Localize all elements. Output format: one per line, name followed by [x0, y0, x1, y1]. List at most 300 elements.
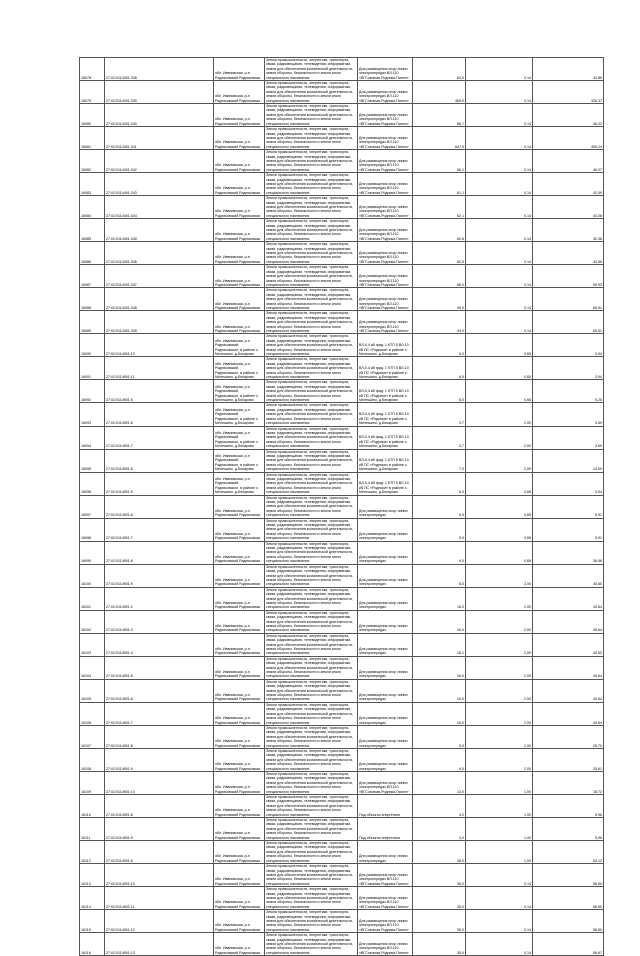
address-cell: обл. Ивановская, р-н Родниковский Родниковски [214, 587, 265, 610]
rate-cell: 2,00 [466, 564, 533, 587]
table-row [80, 288, 604, 311]
permitted-use-cell: Для размещения опор линии электропередач ВЛ-110 «ВГСоюзная-Родники-Палех» [358, 265, 413, 288]
address-cell: обл. Ивановская, р-н Родниковский Родниковски [214, 818, 265, 841]
amount-cell: 46,42 [533, 104, 604, 127]
amount-cell: 58,60 [533, 910, 604, 933]
amount-cell: 43,56 [533, 242, 604, 265]
address-cell: обл. Ивановская, р-н Родниковский, Родниковское, в районе с. Мелешино, д.Бекарово [214, 334, 265, 357]
land-category-cell: Земли промышленности, энергетики, транспорта, связи, радиовещания, телевидения, информатики, земли для обеспечения космической деятельности, земли обороны, безопасности и земли иного специального назначения [265, 564, 358, 587]
table-row [80, 426, 604, 449]
table-row [80, 887, 604, 910]
rate-cell: 1,00 [466, 818, 533, 841]
row-id-cell: 16115 [80, 910, 105, 933]
permitted-use-cell: Для размещения опор линии электропередач ВЛ-110 «ВГСоюзная-Родники-Палех» [358, 933, 413, 956]
amount-cell: 36,56 [533, 541, 604, 564]
address-cell: обл. Ивановская, р-н Родниковский Родниковски [214, 127, 265, 150]
amount-cell: 14,00 [533, 449, 604, 472]
table-row [80, 771, 604, 794]
area-cell: 3,7 [413, 403, 466, 426]
land-category-cell: Земли промышленности, энергетики, транспорта, связи, радиовещания, телевидения, информатики, земли для обеспечения космической деятельности, земли обороны, безопасности и земли иного специального назначения [265, 357, 358, 380]
amount-cell: 58,67 [533, 933, 604, 956]
table-row [80, 818, 604, 841]
row-id-cell: 16113 [80, 864, 105, 887]
amount-cell: 58,60 [533, 864, 604, 887]
area-cell: 16,0 [413, 587, 466, 610]
amount-cell: 25,61 [533, 748, 604, 771]
address-cell: обл. Ивановская, р-н Родниковский Родниковски [214, 518, 265, 541]
rate-cell: 0,65 [466, 495, 533, 518]
amount-cell: 18,72 [533, 771, 604, 794]
area-cell: 94,0 [413, 311, 466, 334]
land-category-cell: Земли промышленности, энергетики, транспорта, связи, радиовещания, телевидения, информатики, земли для обеспечения космической деятельности, земли обороны, безопасности и земли иного специального назначения [265, 472, 358, 495]
address-cell: обл. Ивановская, р-н Родниковский Родниковски [214, 656, 265, 679]
cadastral-number-cell: 27:02:0114901:9 [105, 818, 214, 841]
address-cell: обл. Ивановская, р-н Родниковский Родниковски [214, 771, 265, 794]
table-row [80, 564, 604, 587]
amount-cell: 40,64 [533, 679, 604, 702]
permitted-use-cell: Под объекты энергетики [358, 795, 413, 818]
table-row [80, 219, 604, 242]
amount-cell: 65,51 [533, 288, 604, 311]
land-category-cell: Земли промышленности, энергетики, транспорта, связи, радиовещания, телевидения, информатики, земли для обеспечения космической деятельности, земли обороны, безопасности и земли иного специального назначения [265, 887, 358, 910]
cadastral-number-cell: 27:02:0114901:10 [105, 771, 214, 794]
permitted-use-cell: Для размещения опор линии электропередач [358, 495, 413, 518]
rate-cell: 0,14 [466, 864, 533, 887]
area-cell: 6,0 [413, 334, 466, 357]
row-id-cell: 16110 [80, 795, 105, 818]
row-id-cell: 16104 [80, 656, 105, 679]
address-cell: обл. Ивановская, р-н Родниковский Родниковски [214, 841, 265, 864]
address-cell: обл. Ивановская, р-н Родниковский, Родниковское, в районе с. Мелешино, д.Бекарово [214, 449, 265, 472]
cadastral-number-cell: 27:02:0114901:2 [105, 587, 214, 610]
table-body [80, 58, 604, 956]
cadastral-number-cell: 27:02:0114901:9 [105, 564, 214, 587]
row-id-cell: 16100 [80, 564, 105, 587]
amount-cell: 58,60 [533, 887, 604, 910]
cadastral-number-cell: 27:02:0114901:10 [105, 334, 214, 357]
table-row [80, 910, 604, 933]
row-id-cell: 16107 [80, 725, 105, 748]
row-id-cell: 16111 [80, 818, 105, 841]
address-cell: обл. Ивановская, р-н Родниковский Родниковски [214, 864, 265, 887]
cadastral-number-cell: 27:02:0114401:340 [105, 104, 214, 127]
rate-cell: 0,14 [466, 242, 533, 265]
land-category-cell: Земли промышленности, энергетики, транспорта, связи, радиовещания, телевидения, информатики, земли для обеспечения космической деятельности, земли обороны, безопасности и земли иного специального назначения [265, 587, 358, 610]
rate-cell: 0,14 [466, 81, 533, 104]
row-id-cell: 16088 [80, 288, 105, 311]
table-row [80, 748, 604, 771]
row-id-cell: 16098 [80, 518, 105, 541]
cadastral-number-cell: 27:02:0114901:11 [105, 357, 214, 380]
cadastral-number-cell: 27:02:0114901:7 [105, 702, 214, 725]
table-row [80, 265, 604, 288]
land-category-cell: Земли промышленности, энергетики, транспорта, связи, радиовещания, телевидения, информатики, земли для обеспечения космической деятельности, земли обороны, безопасности и земли иного специального назначения [265, 495, 358, 518]
address-cell: обл. Ивановская, р-н Родниковский Родниковски [214, 610, 265, 633]
rate-cell: 2,00 [466, 633, 533, 656]
address-cell: обл. Ивановская, р-н Родниковский Родниковски [214, 910, 265, 933]
table-row [80, 196, 604, 219]
land-category-cell: Земли промышленности, энергетики, транспорта, связи, радиовещания, телевидения, информатики, земли для обеспечения космической деятельности, земли обороны, безопасности и земли иного специального назначения [265, 725, 358, 748]
row-id-cell: 16081 [80, 127, 105, 150]
area-cell: 35,0 [413, 887, 466, 910]
land-category-cell: Земли промышленности, энергетики, транспорта, связи, радиовещания, телевидения, информатики, земли для обеспечения космической деятельности, земли обороны, безопасности и земли иного специального назначения [265, 656, 358, 679]
row-id-cell: 16094 [80, 426, 105, 449]
row-id-cell: 16085 [80, 219, 105, 242]
cadastral-number-cell: 27:02:0114901:7 [105, 426, 214, 449]
row-id-cell: 16090 [80, 334, 105, 357]
address-cell: обл. Ивановская, р-н Родниковский Родниковски [214, 196, 265, 219]
row-id-cell: 16109 [80, 771, 105, 794]
address-cell: обл. Ивановская, р-н Родниковский Родниковски [214, 679, 265, 702]
row-id-cell: 16089 [80, 311, 105, 334]
cadastral-number-cell: 27:02:0114401:347 [105, 265, 214, 288]
cadastral-number-cell: 27:02:0114901:8 [105, 795, 214, 818]
permitted-use-cell: Для размещения опор линии электропередач ВЛ-110 «ВГСоюзная-Родники-Палех» [358, 150, 413, 173]
area-cell: 16,0 [413, 656, 466, 679]
permitted-use-cell: ВЛ-0,4 кВ фид. 1 КТП 5 ВЛ-10 кВ ПС «Родники» в районе с. Мелешино, д.Бекарово [358, 472, 413, 495]
address-cell: обл. Ивановская, р-н Родниковский Родниковски [214, 748, 265, 771]
table-row [80, 633, 604, 656]
cadastral-number-cell: 27:02:0114901:8 [105, 449, 214, 472]
area-cell: 8,0 [413, 380, 466, 403]
row-id-cell: 16091 [80, 357, 105, 380]
table-row [80, 173, 604, 196]
permitted-use-cell: ВЛ-0,4 кВ фид. 1 КТП 5 ВЛ-10 кВ ПС «Родники» в районе с. Мелешино, д.Бекарово [358, 357, 413, 380]
row-id-cell: 16114 [80, 887, 105, 910]
table-row [80, 587, 604, 610]
row-id-cell: 16101 [80, 587, 105, 610]
permitted-use-cell: Для размещения опор линии электропередач ВЛ-110 «ВГСоюзная-Родники-Палех» [358, 887, 413, 910]
area-cell: 16,0 [413, 679, 466, 702]
address-cell: обл. Ивановская, р-н Родниковский Родниковски [214, 564, 265, 587]
permitted-use-cell: ВЛ-0,4 кВ фид. 1 КТП 5 ВЛ-10 кВ ПС «Родники» в районе с. Мелешино, д.Бекарово [358, 426, 413, 449]
table-row [80, 933, 604, 956]
address-cell: обл. Ивановская, р-н Родниковский Родниковски [214, 933, 265, 956]
cadastral-number-cell: 27:02:0114901:7 [105, 518, 214, 541]
cadastral-number-cell: 27:02:0114401:341 [105, 127, 214, 150]
rate-cell: 0,65 [466, 334, 533, 357]
area-cell: 35,0 [413, 933, 466, 956]
cadastral-number-cell: 27:02:0114401:339 [105, 81, 214, 104]
row-id-cell: 16097 [80, 495, 105, 518]
rate-cell: 2,00 [466, 679, 533, 702]
area-cell: 63,0 [413, 58, 466, 81]
land-category-cell: Земли промышленности, энергетики, транспорта, связи, радиовещания, телевидения, информатики, земли для обеспечения космической деятельности, земли обороны, безопасности и земли иного специального назначения [265, 910, 358, 933]
address-cell: обл. Ивановская, р-н Родниковский Родниковски [214, 795, 265, 818]
row-id-cell: 16080 [80, 104, 105, 127]
row-id-cell: 16092 [80, 380, 105, 403]
rate-cell: 0,65 [466, 518, 533, 541]
rate-cell: 2,00 [466, 748, 533, 771]
permitted-use-cell: Для размещения опор линии электропередач ВЛ-110 «ВГСоюзная-Родники-Палех» [358, 864, 413, 887]
area-cell: 13,0 [413, 771, 466, 794]
permitted-use-cell: Для размещения опор линии электропередач ВЛ-110 «ВГСоюзная-Родники-Палех» [358, 771, 413, 794]
amount-cell: 3,69 [533, 426, 604, 449]
row-id-cell: 16082 [80, 150, 105, 173]
land-category-cell: Земли промышленности, энергетики, транспорта, связи, радиовещания, телевидения, информатики, земли для обеспечения космической деятельности, земли обороны, безопасности и земли иного специального назначения [265, 771, 358, 794]
permitted-use-cell: Для размещения опор линии электропередач [358, 725, 413, 748]
address-cell: обл. Ивановская, р-н Родниковский, Родниковское, в районе с. Мелешино, д.Бекарово [214, 426, 265, 449]
land-category-cell: Земли промышленности, энергетики, транспорта, связи, радиовещания, телевидения, информатики, земли для обеспечения космической деятельности, земли обороны, безопасности и земли иного специального назначения [265, 633, 358, 656]
rate-cell: 0,14 [466, 910, 533, 933]
cadastral-number-cell: 27:02:0114901:3 [105, 610, 214, 633]
table-row [80, 702, 604, 725]
row-id-cell: 16093 [80, 403, 105, 426]
amount-cell: 5,96 [533, 795, 604, 818]
land-category-cell: Земли промышленности, энергетики, транспорта, связи, радиовещания, телевидения, информатики, земли для обеспечения космической деятельности, земли обороны, безопасности и земли иного специального назначения [265, 679, 358, 702]
amount-cell: 46,07 [533, 150, 604, 173]
land-category-cell: Земли промышленности, энергетики, транспорта, связи, радиовещания, телевидения, информатики, земли для обеспечения космической деятельности, земли обороны, безопасности и земли иного специального назначения [265, 196, 358, 219]
rate-cell: 0,14 [466, 58, 533, 81]
land-category-cell: Земли промышленности, энергетики, транспорта, связи, радиовещания, телевидения, информатики, земли для обеспечения космической деятельности, земли обороны, безопасности и земли иного специального назначения [265, 104, 358, 127]
table-row [80, 150, 604, 173]
rate-cell: 0,14 [466, 173, 533, 196]
rate-cell: 0,14 [466, 288, 533, 311]
table-row [80, 449, 604, 472]
amount-cell: 35,60 [533, 564, 604, 587]
land-category-cell: Земли промышленности, энергетики, транспорта, связи, радиовещания, телевидения, информатики, земли для обеспечения космической деятельности, земли обороны, безопасности и земли иного специального назначения [265, 841, 358, 864]
address-cell: обл. Ивановская, р-н Родниковский Родниковски [214, 242, 265, 265]
rate-cell: 0,14 [466, 150, 533, 173]
amount-cell: 5,91 [533, 495, 604, 518]
permitted-use-cell: Для размещения опор линии электропередач ВЛ-110 «ВГСоюзная-Родники-Палех» [358, 81, 413, 104]
amount-cell: 5,25 [533, 380, 604, 403]
rate-cell: 0,14 [466, 104, 533, 127]
amount-cell: 5,91 [533, 518, 604, 541]
permitted-use-cell: Для размещения опор линии электропередач ВЛ-110 «ВГСоюзная-Родники-Палех» [358, 242, 413, 265]
rate-cell: 2,00 [466, 587, 533, 610]
rate-cell: 2,00 [466, 610, 533, 633]
land-category-cell: Земли промышленности, энергетики, транспорта, связи, радиовещания, телевидения, информатики, земли для обеспечения космической деятельности, земли обороны, безопасности и земли иного специального назначения [265, 219, 358, 242]
area-cell: 16,1 [413, 633, 466, 656]
rate-cell: 0,14 [466, 265, 533, 288]
cadastral-number-cell: 27:02:0114401:343 [105, 173, 214, 196]
rate-cell: 2,00 [466, 449, 533, 472]
document-sheet [79, 57, 602, 956]
area-cell: 6,0 [413, 472, 466, 495]
rate-cell: 0,65 [466, 472, 533, 495]
address-cell: обл. Ивановская, р-н Родниковский Родниковски [214, 265, 265, 288]
table-row [80, 864, 604, 887]
area-cell: 35,0 [413, 910, 466, 933]
area-cell: 86,0 [413, 265, 466, 288]
amount-cell: 3,69 [533, 403, 604, 426]
permitted-use-cell: Для размещения опор линии электропередач ВЛ-110 «ВГСоюзная-Родники-Палех» [358, 311, 413, 334]
land-category-cell: Земли промышленности, энергетики, транспорта, связи, радиовещания, телевидения, информатики, земли для обеспечения космической деятельности, земли обороны, безопасности и земли иного специального назначения [265, 610, 358, 633]
permitted-use-cell: Для размещения опор линии электропередач [358, 518, 413, 541]
cadastral-number-cell: 27:02:0114901:6 [105, 679, 214, 702]
table-row [80, 81, 604, 104]
rate-cell: 0,14 [466, 219, 533, 242]
land-category-cell: Земли промышленности, энергетики, транспорта, связи, радиовещания, телевидения, информатики, земли для обеспечения космической деятельности, земли обороны, безопасности и земли иного специального назначения [265, 702, 358, 725]
rate-cell: 2,00 [466, 403, 533, 426]
permitted-use-cell: Для размещения опор линии электропередач ВЛ-110 «ВГСоюзная-Родники-Палех» [358, 288, 413, 311]
table-row [80, 357, 604, 380]
permitted-use-cell: Для размещения опор линии электропередач ВЛ-110 «ВГСоюзная-Родники-Палех» [358, 910, 413, 933]
amount-cell: 43,28 [533, 196, 604, 219]
permitted-use-cell: ВЛ-0,4 кВ фид. 1 КТП 5 ВЛ-10 кВ ПС «Родники» в районе с. Мелешино, д.Бекарово [358, 403, 413, 426]
permitted-use-cell: Для размещения опор линии электропередач [358, 564, 413, 587]
amount-cell: 326,37 [533, 81, 604, 104]
land-category-cell: Земли промышленности, энергетики, транспорта, связи, радиовещания, телевидения, информатики, земли для обеспечения космической деятельности, земли обороны, безопасности и земли иного специального назначения [265, 58, 358, 81]
address-cell: обл. Ивановская, р-н Родниковский Родниковски [214, 633, 265, 656]
row-id-cell: 16087 [80, 265, 105, 288]
area-cell: 16,0 [413, 702, 466, 725]
address-cell: обл. Ивановская, р-н Родниковский Родниковски [214, 219, 265, 242]
cadastral-number-cell: 27:02:0114401:338 [105, 58, 214, 81]
land-plots-table [79, 57, 604, 956]
cadastral-number-cell: 27:02:0114401:349 [105, 311, 214, 334]
amount-cell: 45,64 [533, 610, 604, 633]
permitted-use-cell: Для размещения опор линии электропередач [358, 702, 413, 725]
permitted-use-cell: ВЛ-0,4 кВ фид. 1 КТП 5 ВЛ-10 кВ ПС «Родники» в районе с. Мелешино, д.Бекарово [358, 449, 413, 472]
amount-cell: 40,63 [533, 633, 604, 656]
area-cell: 94,0 [413, 288, 466, 311]
address-cell: обл. Ивановская, р-н Родниковский Родниковски [214, 173, 265, 196]
area-cell: 16,0 [413, 610, 466, 633]
address-cell: обл. Ивановская, р-н Родниковский Родниковски [214, 58, 265, 81]
land-category-cell: Земли промышленности, энергетики, транспорта, связи, радиовещания, телевидения, информатики, земли для обеспечения космической деятельности, земли обороны, безопасности и земли иного специального назначения [265, 242, 358, 265]
cadastral-number-cell: 27:02:0114901:6 [105, 495, 214, 518]
area-cell: 9,0 [413, 541, 466, 564]
area-cell: 4,0 [413, 818, 466, 841]
amount-cell: 65,51 [533, 311, 604, 334]
area-cell: 8,0 [413, 564, 466, 587]
amount-cell: 3,94 [533, 357, 604, 380]
land-category-cell: Земли промышленности, энергетики, транспорта, связи, радиовещания, телевидения, информатики, земли для обеспечения космической деятельности, земли обороны, безопасности и земли иного специального назначения [265, 818, 358, 841]
area-cell: 9,0 [413, 495, 466, 518]
address-cell: обл. Ивановская, р-н Родниковский, Родниковское, в районе с. Мелешино, д.Бекарово [214, 357, 265, 380]
table-row [80, 518, 604, 541]
land-category-cell: Земли промышленности, энергетики, транспорта, связи, радиовещания, телевидения, информатики, земли для обеспечения космической деятельности, земли обороны, безопасности и земли иного специального назначения [265, 748, 358, 771]
area-cell: 6,0 [413, 357, 466, 380]
table-row [80, 610, 604, 633]
permitted-use-cell: Для размещения опор линии электропередач [358, 748, 413, 771]
cadastral-number-cell: 27:02:0114901:5 [105, 656, 214, 679]
cadastral-number-cell: 27:02:0114901:8 [105, 541, 214, 564]
row-id-cell: 16112 [80, 841, 105, 864]
land-category-cell: Земли промышленности, энергетики, транспорта, связи, радиовещания, телевидения, информатики, земли для обеспечения космической деятельности, земли обороны, безопасности и земли иного специального назначения [265, 173, 358, 196]
area-cell: 66,1 [413, 150, 466, 173]
table-row [80, 104, 604, 127]
rate-cell: 0,14 [466, 933, 533, 956]
rate-cell: 1,00 [466, 795, 533, 818]
amount-cell: 450,24 [533, 127, 604, 150]
table-row [80, 795, 604, 818]
land-category-cell: Земли промышленности, энергетики, транспорта, связи, радиовещания, телевидения, информатики, земли для обеспечения космической деятельности, земли обороны, безопасности и земли иного специального назначения [265, 265, 358, 288]
land-category-cell: Земли промышленности, энергетики, транспорта, связи, радиовещания, телевидения, информатики, земли для обеспечения космической деятельности, земли обороны, безопасности и земли иного специального назначения [265, 864, 358, 887]
permitted-use-cell: Для размещения опор линии электропередач [358, 656, 413, 679]
table-row [80, 403, 604, 426]
row-id-cell: 16103 [80, 633, 105, 656]
land-category-cell: Земли промышленности, энергетики, транспорта, связи, радиовещания, телевидения, информатики, земли для обеспечения космической деятельности, земли обороны, безопасности и земли иного специального назначения [265, 518, 358, 541]
cadastral-number-cell: 27:02:0114901:12 [105, 910, 214, 933]
cadastral-number-cell: 27:02:0114901:11 [105, 887, 214, 910]
address-cell: обл. Ивановская, р-н Родниковский Родниковски [214, 702, 265, 725]
rate-cell: 2,00 [466, 725, 533, 748]
permitted-use-cell: ВЛ-0,4 кВ фид. 1 КТП 5 ВЛ-10 кВ ПС «Родники» в районе с. Мелешино, д.Бекарово [358, 380, 413, 403]
rate-cell: 0,65 [466, 380, 533, 403]
permitted-use-cell: Для размещения опор линии электропередач [358, 541, 413, 564]
area-cell: 35,0 [413, 864, 466, 887]
row-id-cell: 16095 [80, 449, 105, 472]
permitted-use-cell: Для размещения опор линии электропередач [358, 610, 413, 633]
row-id-cell: 16102 [80, 610, 105, 633]
table-row [80, 841, 604, 864]
cadastral-number-cell: 27:02:0114901:9 [105, 748, 214, 771]
land-category-cell: Земли промышленности, энергетики, транспорта, связи, радиовещания, телевидения, информатики, земли для обеспечения космической деятельности, земли обороны, безопасности и земли иного специального назначения [265, 288, 358, 311]
rate-cell: 0,65 [466, 541, 533, 564]
permitted-use-cell: Для размещения опор линии электропередач [358, 679, 413, 702]
amount-cell: 40,64 [533, 702, 604, 725]
address-cell: обл. Ивановская, р-н Родниковский Родниковски [214, 150, 265, 173]
land-category-cell: Земли промышленности, энергетики, транспорта, связи, радиовещания, телевидения, информатики, земли для обеспечения космической деятельности, земли обороны, безопасности и земли иного специального назначения [265, 380, 358, 403]
table-row [80, 656, 604, 679]
cadastral-number-cell: 27:02:0114901:13 [105, 933, 214, 956]
row-id-cell: 16078 [80, 58, 105, 81]
permitted-use-cell: Для размещения опор линии электропередач ВЛ-110 «ВГСоюзная-Родники-Палех» [358, 127, 413, 150]
rate-cell: 1,00 [466, 771, 533, 794]
land-category-cell: Земли промышленности, энергетики, транспорта, связи, радиовещания, телевидения, информатики, земли для обеспечения космической деятельности, земли обороны, безопасности и земли иного специального назначения [265, 127, 358, 150]
table-row [80, 380, 604, 403]
table-row [80, 242, 604, 265]
amount-cell: 40,64 [533, 656, 604, 679]
address-cell: обл. Ивановская, р-н Родниковский, Родниковское, в районе с. Мелешино, д.Бекарово [214, 380, 265, 403]
row-id-cell: 16079 [80, 81, 105, 104]
land-category-cell: Земли промышленности, энергетики, транспорта, связи, радиовещания, телевидения, информатики, земли для обеспечения космической деятельности, земли обороны, безопасности и земли иного специального назначения [265, 933, 358, 956]
permitted-use-cell: Для размещения опор линии электропередач [358, 587, 413, 610]
amount-cell: 25,70 [533, 725, 604, 748]
land-category-cell: Земли промышленности, энергетики, транспорта, связи, радиовещания, телевидения, информатики, земли для обеспечения космической деятельности, земли обороны, безопасности и земли иного специального назначения [265, 150, 358, 173]
rate-cell: 0,14 [466, 311, 533, 334]
area-cell: 469,0 [413, 81, 466, 104]
permitted-use-cell: Для размещения опор линии электропередач ВЛ-110 «ВГСоюзная-Родники-Палех» [358, 196, 413, 219]
row-id-cell: 16099 [80, 541, 105, 564]
table-row [80, 472, 604, 495]
area-cell: 647,0 [413, 127, 466, 150]
address-cell: обл. Ивановская, р-н Родниковский Родниковски [214, 288, 265, 311]
area-cell: 62,5 [413, 242, 466, 265]
cadastral-number-cell: 27:02:0114401:344 [105, 196, 214, 219]
rate-cell: 0,14 [466, 127, 533, 150]
amount-cell: 3,94 [533, 334, 604, 357]
row-id-cell: 16116 [80, 933, 105, 956]
area-cell: 9,0 [413, 725, 466, 748]
row-id-cell: 16106 [80, 702, 105, 725]
area-cell: 36,0 [413, 841, 466, 864]
rate-cell: 2,00 [466, 656, 533, 679]
address-cell: обл. Ивановская, р-н Родниковский Родниковски [214, 81, 265, 104]
row-id-cell: 16105 [80, 679, 105, 702]
permitted-use-cell: Для размещения опор линии электропередач [358, 841, 413, 864]
table-row [80, 725, 604, 748]
row-id-cell: 16084 [80, 196, 105, 219]
row-id-cell: 16083 [80, 173, 105, 196]
rate-cell: 2,00 [466, 426, 533, 449]
area-cell: 60,8 [413, 219, 466, 242]
land-category-cell: Земли промышленности, энергетики, транспорта, связи, радиовещания, телевидения, информатики, земли для обеспечения космической деятельности, земли обороны, безопасности и земли иного специального назначения [265, 403, 358, 426]
land-category-cell: Земли промышленности, энергетики, транспорта, связи, радиовещания, телевидения, информатики, земли для обеспечения космической деятельности, земли обороны, безопасности и земли иного специального назначения [265, 795, 358, 818]
rate-cell: 0,14 [466, 887, 533, 910]
cadastral-number-cell: 27:02:0114901:8 [105, 725, 214, 748]
area-cell: 66,7 [413, 104, 466, 127]
rate-cell: 1,00 [466, 841, 533, 864]
address-cell: обл. Ивановская, р-н Родниковский, Родниковское, в районе с. Мелешино, д.Бекарово [214, 472, 265, 495]
row-id-cell: 16086 [80, 242, 105, 265]
permitted-use-cell: Для размещения опор линии электропередач [358, 633, 413, 656]
amount-cell: 63,12 [533, 841, 604, 864]
amount-cell: 42,38 [533, 219, 604, 242]
